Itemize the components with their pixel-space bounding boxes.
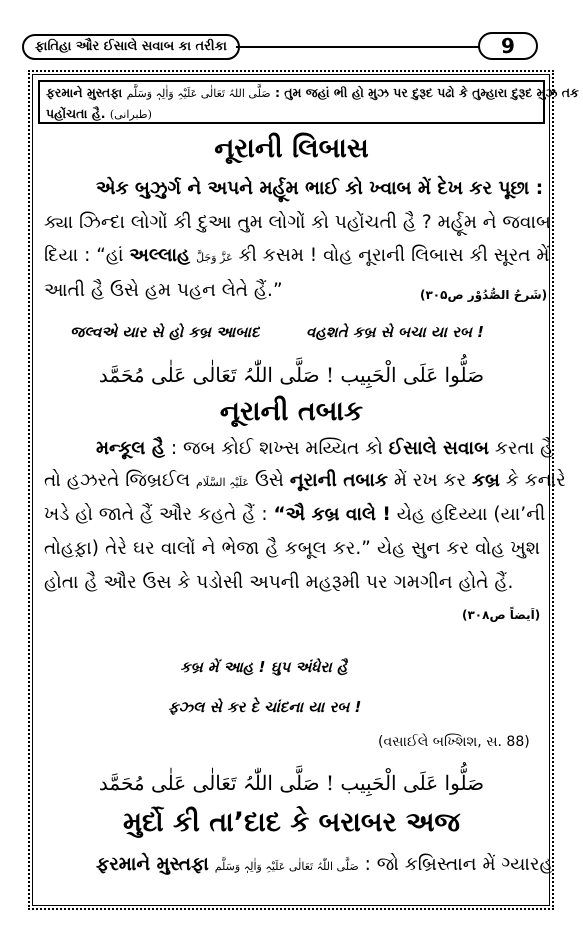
- salat-line-1: صَلُّوا عَلَی الْحَبِیب ! صَلَّی اللّٰہُ تَعَالٰی عَلٰی مُحَمَّد: [98, 363, 485, 387]
- section-heading-nurani-tabak: નૂરાની તબાક: [219, 396, 364, 427]
- section1-line3: [44, 241, 550, 273]
- section2-line2-start: તો હઝરતે જિબ્રઈલ: [44, 470, 191, 491]
- top-quote-salutation: صَلَّی اللہُ تَعَالٰی عَلَیْہِ وَاٰلِہٖ وَسَلَّم: [126, 87, 271, 100]
- top-quote-source: (طبرانی): [109, 108, 152, 121]
- section2-reference: (اَیضاً ص۳۰۸): [462, 608, 541, 622]
- section2-line2: [44, 466, 566, 498]
- section2-nurani-tabak: નૂરાની તબાક: [289, 470, 388, 491]
- page-number: 9: [478, 32, 538, 60]
- section1-arabic-honorific: عَزَّ وَجَلَّ: [196, 251, 233, 264]
- section-heading-nurani-libas: નૂરાની લિબાસ: [214, 133, 369, 164]
- section2-line4: તોહફ઼ા) તેરે ઘર વાલોં ને ભેજા હૈ કબૂલ કર.” યેહ સુન કર વોહ ખુશ: [44, 538, 540, 559]
- section2-manqool: મન્કૂલ હૈ: [96, 438, 165, 459]
- header-divider: [236, 46, 480, 48]
- section2-line1-mid: : જબ કોઈ શખ્સ મય્યિત કો: [170, 438, 383, 459]
- couplet2-source: (વસાઈલે બખ્શિશ, સ. 88): [378, 734, 530, 750]
- section2-line2-use: ઉસે: [254, 470, 284, 491]
- salat-line-2: صَلُّوا عَلَی الْحَبِیب ! صَلَّی اللّٰہُ تَعَالٰی عَلٰی مُحَمَّد: [98, 771, 485, 795]
- section2-qabr: કબ્ર: [471, 470, 500, 491]
- section2-line3-start: ખડે હો જાતે હૈં ઔર કહતે હૈં :: [44, 504, 268, 525]
- section1-reference: (شَرحُ الصُّدُوْر ص۳۰۵): [420, 288, 548, 302]
- top-quote-text1: : તુમ જહાં ભી હો મુઝ પર દુરૂદ પઢો કે તુમ્હારા દુરૂદ મુઝ તક: [274, 85, 579, 100]
- section2-arabic-honorific: عَلَیْہِ السَّلَام: [195, 476, 250, 489]
- section2-line1: [96, 434, 554, 464]
- section2-line2-mid: મેં રખ કર: [393, 470, 467, 491]
- section3-line1: [96, 850, 553, 882]
- section2-line3: [44, 500, 546, 530]
- couplet2-line2: ફઝ્લ સે કર દે ચાંદના યા રબ !: [168, 698, 362, 716]
- page-header-title: ફાતિહા ઔર ઈસાલે સવાબ કા તરીકા: [22, 34, 240, 60]
- section2-line1-end: કરતા હૈ: [494, 438, 554, 459]
- section3-arabic-honorific: صَلَّی اللّٰہُ تَعَالٰی عَلَیْہِ وَاٰلِہٖ وَسَلَّم: [214, 860, 359, 873]
- top-quote-line2: [46, 104, 537, 125]
- couplet1-right: વહશતે કબ્ર સે બચા યા રબ !: [306, 323, 484, 341]
- section3-farmane-mustafa: ફરમાને મુસ્તફા: [96, 854, 209, 875]
- section1-line1: એક બુઝુર્ગ ને અપને મર્હૂમ ભાઈ કો ખ્વાબ મેં દેખ કર પૂછા :: [96, 178, 544, 199]
- section2-line2-end: કે કનારે: [505, 470, 566, 491]
- top-quote-box: [38, 80, 579, 124]
- top-quote-label: ફરમાને મુસ્તફા: [46, 85, 123, 100]
- section2-line5: હોતા હૈ ઔર ઉસ કે પડોસી અપની મહરૂમી પર ગમગીન હોતે હૈં.: [44, 572, 514, 593]
- section1-line4: આતી હૈ ઉસે હમ પહન લેતે હૈં.”: [44, 280, 283, 301]
- couplet1-left: જલ્વએ યાર સે હો કબ્ર આબાદ: [70, 323, 260, 341]
- section1-line3-start: દિયા : “હાં: [44, 245, 124, 266]
- section2-line3-end: યેહ હદિય્યા (યા’ની: [396, 504, 546, 525]
- section1-line3-end: કી કસમ ! વોહ નૂરાની લિબાસ કી સૂરત મેં: [238, 245, 550, 266]
- couplet2-line1: કબ્ર મેં આહ ! ઘુપ અંધેરા હૈ: [180, 658, 348, 676]
- section1-line2: ક્યા ઝિન્દા લોગોં કી દુઆ તુમ લોગોં કો પહોંચતી હૈ ? મર્હૂમ ને જવાબ: [44, 212, 551, 233]
- section-heading-murdon-ki-tadad: મુર્દો કી તા’દાદ કે બરાબર અજ: [123, 807, 460, 838]
- section2-isale-sawab: ઈસાલે સવાબ: [388, 438, 489, 459]
- section2-ai-qabr-wale: “ઐ કબ્ર વાલે !: [273, 504, 391, 525]
- allah-word: અલ્લાહ: [129, 245, 191, 266]
- section3-line1-end: : જો કબ્રિસ્તાન મેં ગ્યારહ: [364, 854, 553, 875]
- top-quote-line1: [46, 83, 579, 104]
- top-quote-text2: પહોંચતા હૈ.: [46, 106, 106, 121]
